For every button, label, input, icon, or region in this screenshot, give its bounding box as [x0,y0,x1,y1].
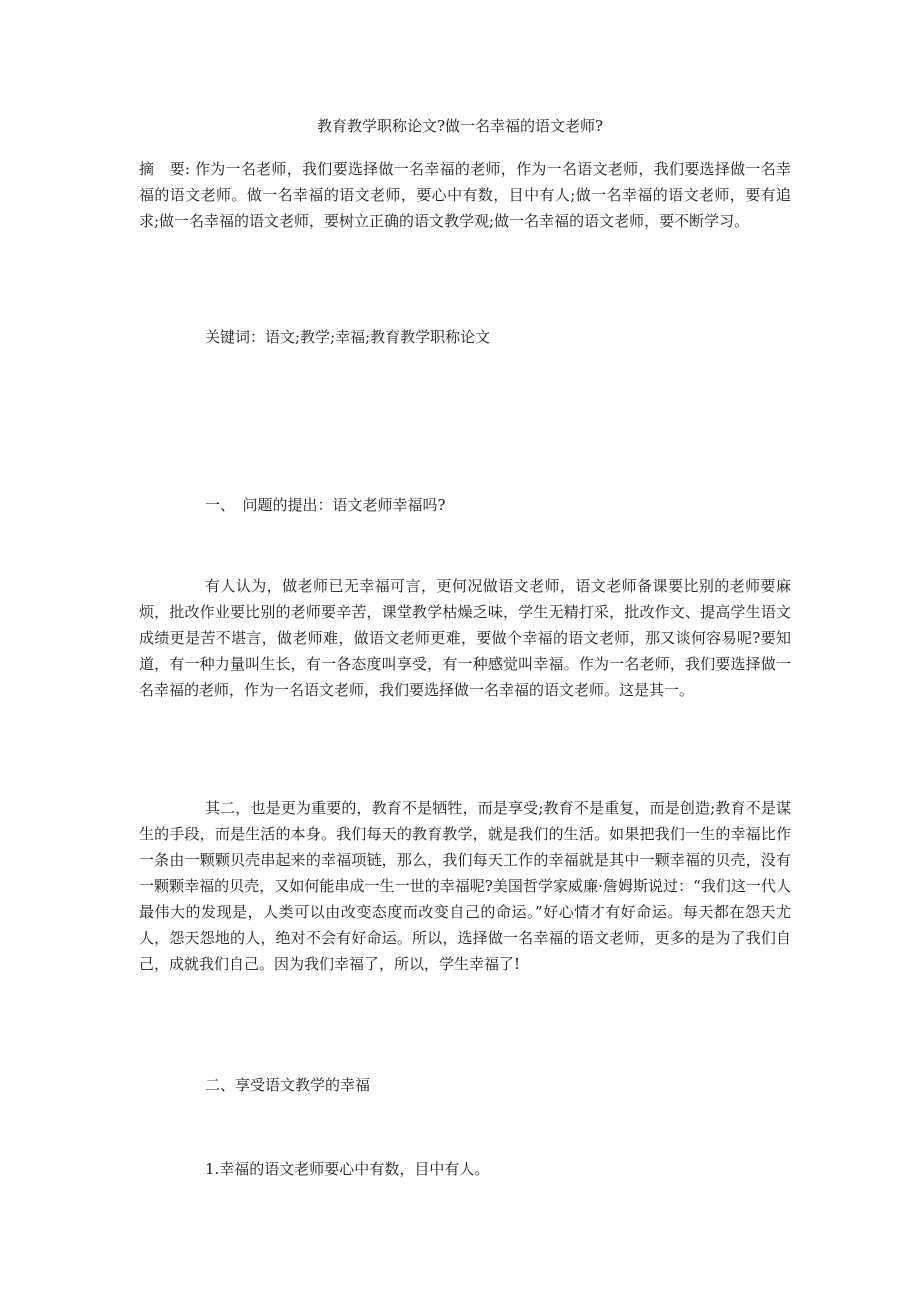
keywords-line: 关键词：语文;教学;幸福;教育教学职称论文 [205,328,491,346]
body-paragraph-1: 有人认为，做老师已无幸福可言，更何况做语文老师，语文老师备课要比别的老师要麻烦，批改作业要比别的老师要辛苦，课堂教学枯燥乏味，学生无精打采，批改作文、提高学生语文成绩更是苦不堪言，做老师难，做语文老师更难，要做个幸福的语文老师，那又谈何容易呢?要知道，有一种力量叫生长，有一各态度叫享受，有一种感觉叫幸福。作为一名老师，我们要选择做一名幸福的老师，作为一名语文老师，我们要选择做一名幸福的语文老师。这是其一。 [139,577,791,699]
body-paragraph-2: 其二，也是更为重要的，教育不是牺牲，而是享受;教育不是重复，而是创造;教育不是谋生的手段，而是生活的本身。我们每天的教育教学，就是我们的生活。如果把我们一生的幸福比作一条由一颗颗贝壳串起来的幸福项链，那么，我们每天工作的幸福就是其中一颗幸福的贝壳，没有一颗颗幸福的贝壳，又如何能串成一生一世的幸福呢?美国哲学家威廉·詹姆斯说过：“我们这一代人最伟大的发现是，人类可以由改变态度而改变自己的命运。”好心情才有好命运。每天都在怨天尤人，怨天怨地的人，绝对不会有好命运。所以，选择做一名幸福的语文老师，更多的是为了我们自己，成就我们自己。因为我们幸福了，所以，学生幸福了! [139,799,791,973]
document-title: 教育教学职称论文?做一名幸福的语文老师? [316,117,604,135]
subsection-heading-1: 1.幸福的语文老师要心中有数，目中有人。 [205,1160,490,1178]
section-heading-2: 二、享受语文教学的幸福 [205,1076,371,1094]
abstract-paragraph: 摘 要: 作为一名老师，我们要选择做一名幸福的老师，作为一名语文老师，我们要选择做一名幸福的语文老师。做一名幸福的语文老师，要心中有数，目中有人;做一名幸福的语文老师，要有追求;做一名幸福的语文老师，要树立正确的语文教学观;做一名幸福的语文老师，要不断学习。 [139,160,791,230]
section-heading-1: 一、 问题的提出：语文老师幸福吗? [205,496,446,514]
